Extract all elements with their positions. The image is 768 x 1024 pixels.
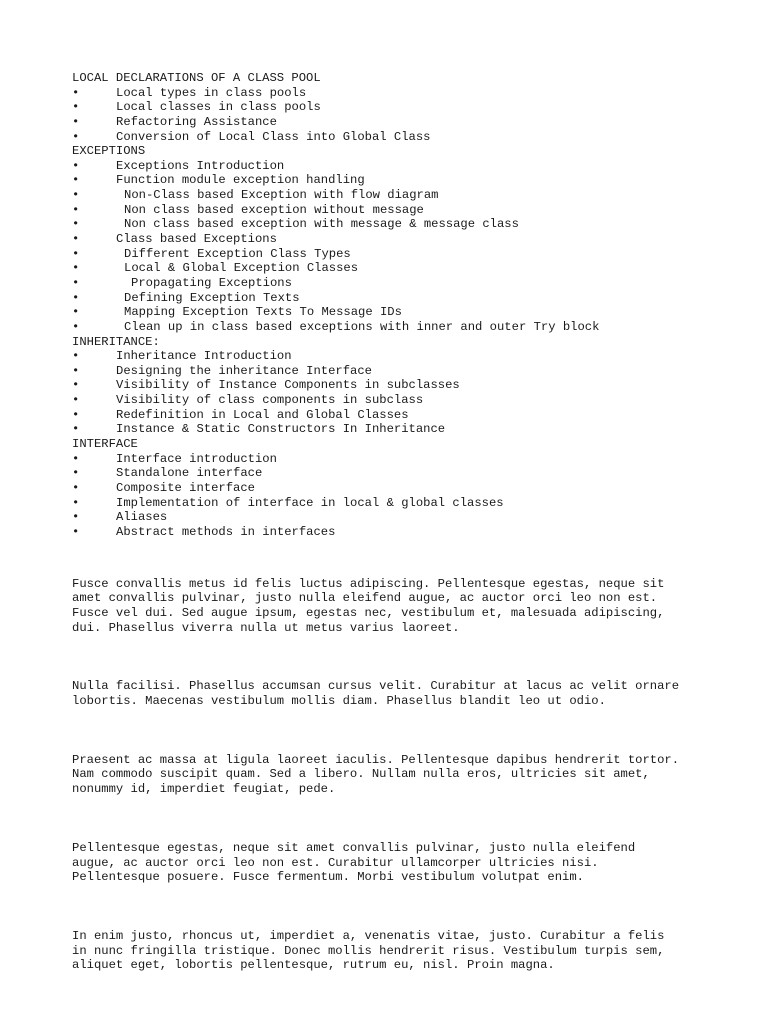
list-item	[72, 232, 712, 247]
list-item	[72, 378, 712, 393]
list-item-label: Visibility of class components in subclass	[116, 393, 424, 408]
bullet-icon: •	[72, 319, 80, 334]
list-item-label: Visibility of Instance Components in subclasses	[116, 378, 460, 393]
bullet-icon: •	[72, 217, 80, 232]
bullet-icon: •	[72, 466, 80, 481]
list-item	[72, 364, 712, 379]
body-paragraph: In enim justo, rhoncus ut, imperdiet a, venenatis vitae, justo. Curabitur a felis in nunc fringilla tristique. Donec mollis hendrerit risus. Vestibulum turpis sem, aliquet eget, lobortis pellentesque, rutrum eu, nisl. Proin magna.	[72, 928, 665, 973]
section-heading: INHERITANCE:	[72, 334, 160, 349]
list-item	[72, 510, 712, 525]
bullet-icon: •	[72, 290, 80, 305]
spacer	[72, 885, 712, 929]
list-item-label: Implementation of interface in local & global classes	[116, 495, 504, 510]
bullet-icon: •	[72, 305, 80, 320]
list-item-label: Local types in class pools	[116, 85, 307, 100]
bullet-icon: •	[72, 275, 80, 290]
list-item-label: Clean up in class based exceptions with inner and outer Try block	[124, 319, 600, 334]
list-item-label: Function module exception handling	[116, 173, 365, 188]
section-heading: EXCEPTIONS	[72, 144, 146, 159]
list-item	[72, 159, 712, 174]
bullet-icon: •	[72, 232, 80, 247]
list-item-label: Composite interface	[116, 480, 255, 495]
bullet-icon: •	[72, 510, 80, 525]
bullet-icon: •	[72, 100, 80, 115]
list-item-label: Inheritance Introduction	[116, 349, 292, 364]
list-item-label: Defining Exception Texts	[124, 290, 300, 305]
list-item	[72, 188, 712, 203]
list-item-label: Local classes in class pools	[116, 100, 321, 115]
bullet-icon: •	[72, 393, 80, 408]
list-item-label: Class based Exceptions	[116, 232, 277, 247]
bullet-icon: •	[72, 480, 80, 495]
list-item	[72, 115, 712, 130]
list-item	[72, 525, 712, 540]
list-item	[72, 320, 712, 335]
list-item-label: Refactoring Assistance	[116, 114, 277, 129]
body-paragraph: Nulla facilisi. Phasellus accumsan cursus velit. Curabitur at lacus ac velit ornare lobortis. Maecenas vestibulum mollis diam. Phasellus blandit leo ut odio.	[72, 679, 680, 709]
bullet-icon: •	[72, 202, 80, 217]
list-item-label: Non class based exception with message & message class	[124, 217, 519, 232]
list-item	[72, 481, 712, 496]
bullet-icon: •	[72, 114, 80, 129]
bullet-icon: •	[72, 188, 80, 203]
list-item-label: Exceptions Introduction	[116, 158, 285, 173]
bullet-icon: •	[72, 524, 80, 539]
list-item-label: Mapping Exception Texts To Message IDs	[124, 305, 402, 320]
bullet-icon: •	[72, 158, 80, 173]
body-paragraph: Praesent ac massa at ligula laoreet iaculis. Pellentesque dapibus hendrerit tortor. Nam commodo suscipit quam. Sed a libero. Nullam nulla eros, ultricies sit amet, nonummy id, imperdiet feugiat, pede.	[72, 752, 680, 797]
list-item	[72, 466, 712, 481]
list-item	[72, 130, 712, 145]
list-item	[72, 276, 712, 291]
list-item-label: Non class based exception without message	[124, 202, 424, 217]
list-item-label: Non-Class based Exception with flow diagram	[124, 188, 439, 203]
list-item-label: Designing the inheritance Interface	[116, 363, 372, 378]
list-item	[72, 452, 712, 467]
list-item	[72, 247, 712, 262]
bullet-icon: •	[72, 85, 80, 100]
list-item	[72, 173, 712, 188]
body-paragraphs	[72, 577, 712, 974]
list-item-label: Conversion of Local Class into Global Class	[116, 129, 431, 144]
section-heading: INTERFACE	[72, 437, 138, 452]
spacer	[72, 709, 712, 753]
bullet-icon: •	[72, 451, 80, 466]
list-item-label: Instance & Static Constructors In Inheritance	[116, 422, 446, 437]
bullet-icon: •	[72, 129, 80, 144]
list-item	[72, 496, 712, 511]
list-item	[72, 261, 712, 276]
list-item-label: Different Exception Class Types	[124, 246, 351, 261]
document-page	[72, 71, 712, 973]
list-item	[72, 86, 712, 101]
list-item-label: Interface introduction	[116, 451, 277, 466]
list-item-label: Redefinition in Local and Global Classes	[116, 407, 409, 422]
bullet-icon: •	[72, 173, 80, 188]
list-item-label: Propagating Exceptions	[131, 275, 292, 290]
body-paragraph: Pellentesque egestas, neque sit amet convallis pulvinar, justo nulla eleifend augue, ac auctor orci leo non est. Curabitur ullamcorper ultricies nisi. Pellentesque posuere. Fusce fermentum. Morbi vestibulum volutpat enim.	[72, 840, 636, 885]
spacer	[72, 540, 712, 577]
spacer	[72, 797, 712, 841]
section-heading: LOCAL DECLARATIONS OF A CLASS POOL	[72, 71, 321, 85]
list-item	[72, 217, 712, 232]
bullet-icon: •	[72, 407, 80, 422]
bullet-icon: •	[72, 495, 80, 510]
list-item-label: Abstract methods in interfaces	[116, 524, 336, 539]
list-item	[72, 408, 712, 423]
list-item-label: Aliases	[116, 510, 168, 525]
bullet-icon: •	[72, 349, 80, 364]
bullet-icon: •	[72, 363, 80, 378]
list-item	[72, 305, 712, 320]
list-item	[72, 100, 712, 115]
bullet-icon: •	[72, 378, 80, 393]
list-item-label: Local & Global Exception Classes	[124, 261, 359, 276]
list-item	[72, 291, 712, 306]
list-item	[72, 393, 712, 408]
course-outline	[72, 71, 712, 540]
list-item-label: Standalone interface	[116, 466, 263, 481]
bullet-icon: •	[72, 261, 80, 276]
body-paragraph: Fusce convallis metus id felis luctus adipiscing. Pellentesque egestas, neque sit amet convallis pulvinar, justo nulla eleifend augue, ac auctor orci leo non est. Fusce vel dui. Sed augue ipsum, egestas nec, vestibulum et, malesuada adipiscing, dui. Phasellus viverra nulla ut metus varius laoreet.	[72, 576, 665, 635]
bullet-icon: •	[72, 422, 80, 437]
bullet-icon: •	[72, 246, 80, 261]
list-item	[72, 422, 712, 437]
list-item	[72, 349, 712, 364]
list-item	[72, 203, 712, 218]
spacer	[72, 635, 712, 679]
